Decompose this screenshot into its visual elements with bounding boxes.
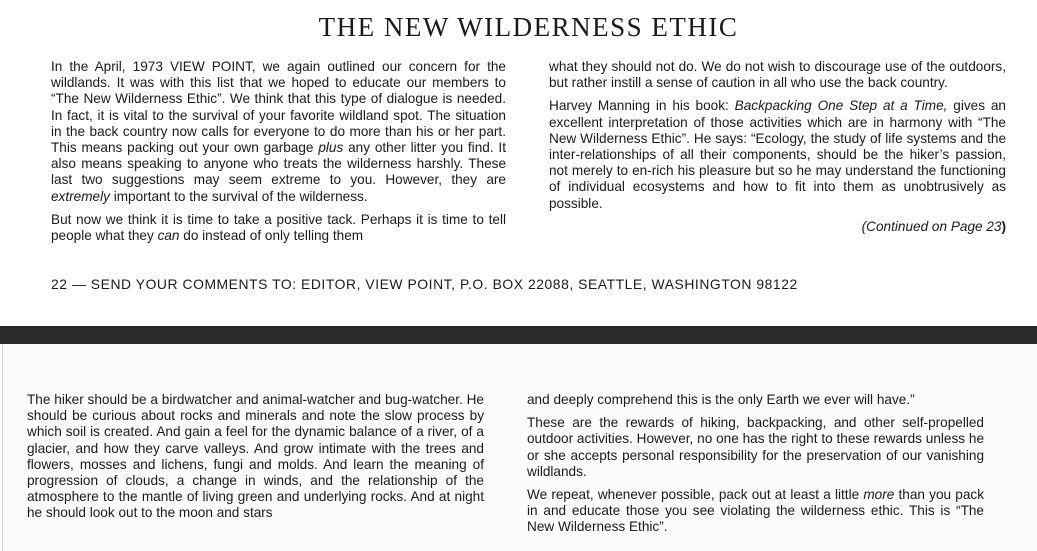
page-footer: 22 — SEND YOUR COMMENTS TO: EDITOR, VIEW POINT, P.O. BOX 22088, SEATTLE, WASHINGTON 98122 — [51, 276, 798, 292]
text-run: gives an excellent interpretation of those activities which are in harmony with “The New Wilderness Ethic”. He says: “Ecology, the study of life systems and the inter-relationships of all their components, should be the hiker’s passion, not merely to en-rich his pleasure but so he may understand the functioning of individual ecosystems and how to fit into them as unobtrusively as possible. — [549, 98, 1006, 211]
text-run: But now we think it is time to take a positive tack. Perhaps it is time to tell people what they — [51, 211, 506, 244]
paragraph — [527, 487, 984, 536]
column-right-page-22 — [549, 59, 1006, 242]
paragraph — [549, 98, 1006, 211]
column-left-page-22 — [51, 59, 506, 251]
text-run: any other litter you find. It also means speaking to anyone who treats the wilderness harshly. These last two suggestions may seem extreme to you. However, they are — [51, 140, 506, 188]
emphasis: can — [157, 228, 180, 244]
emphasis: more — [863, 487, 895, 503]
emphasis: plus — [318, 140, 344, 156]
paragraph: These are the rewards of hiking, backpacking, and other self-propelled outdoor activities. However, no one has the right to these rewards unless he or she accepts personal responsibility for the preservation of our vanishing wildlands. — [527, 415, 984, 479]
book-title: Backpacking One Step at a Time, — [734, 98, 948, 114]
column-left-page-23 — [27, 392, 484, 529]
page-divider — [0, 326, 1037, 344]
paragraph: The hiker should be a birdwatcher and animal-watcher and bug-watcher. He should be curious about rocks and minerals and note the slow process by which soil is created. And gain a feel for the dynamic balance of a river, of a glacier, and how they carve valleys. And grow intimate with the trees and flowers, mosses and lichens, fungi and molds. And learn the meaning of progression of clouds, a change in winds, and the relationship of the atmosphere to the mantle of living green and underlying rocks. And at night he should look out to the moon and stars — [27, 392, 484, 521]
text-run: important to the survival of the wilderness. — [109, 188, 368, 204]
continued-paren: ) — [1001, 218, 1006, 234]
text-run: do instead of only telling them — [179, 228, 364, 244]
text-run: In the April, 1973 VIEW POINT, we again outlined our concern for the wildlands. It was with this list that we hoped to educate our members to “The New Wilderness Ethic”. We think that this type of dialogue is needed. In fact, it is vital to the survival of your favorite wildland spot. The situation in the back country now calls for everyone to do more than his or her part. This means packing out your own garbage — [51, 59, 506, 156]
paragraph: what they should not do. We do not wish to discourage use of the outdoors, but rather instill a sense of caution in all who use the back country. — [549, 59, 1006, 91]
emphasis: extremely — [51, 188, 110, 204]
paragraph: and deeply comprehend this is the only Earth we ever will have.” — [527, 392, 915, 407]
text-run: Harvey Manning in his book: — [549, 98, 735, 114]
article-title: THE NEW WILDERNESS ETHIC — [318, 12, 739, 42]
paragraph — [51, 59, 506, 205]
continued-note — [549, 219, 1006, 235]
text-run: We repeat, whenever possible, pack out at least a little — [527, 487, 864, 503]
column-right-page-23 — [527, 392, 984, 543]
paragraph — [51, 212, 506, 244]
continued-text: (Continued on Page 23 — [861, 218, 1002, 234]
page-edge — [2, 344, 3, 551]
text-run: than you pack in and educate those you see violating the wilderness ethic. This is “The New Wilderness Ethic”. — [527, 487, 984, 535]
